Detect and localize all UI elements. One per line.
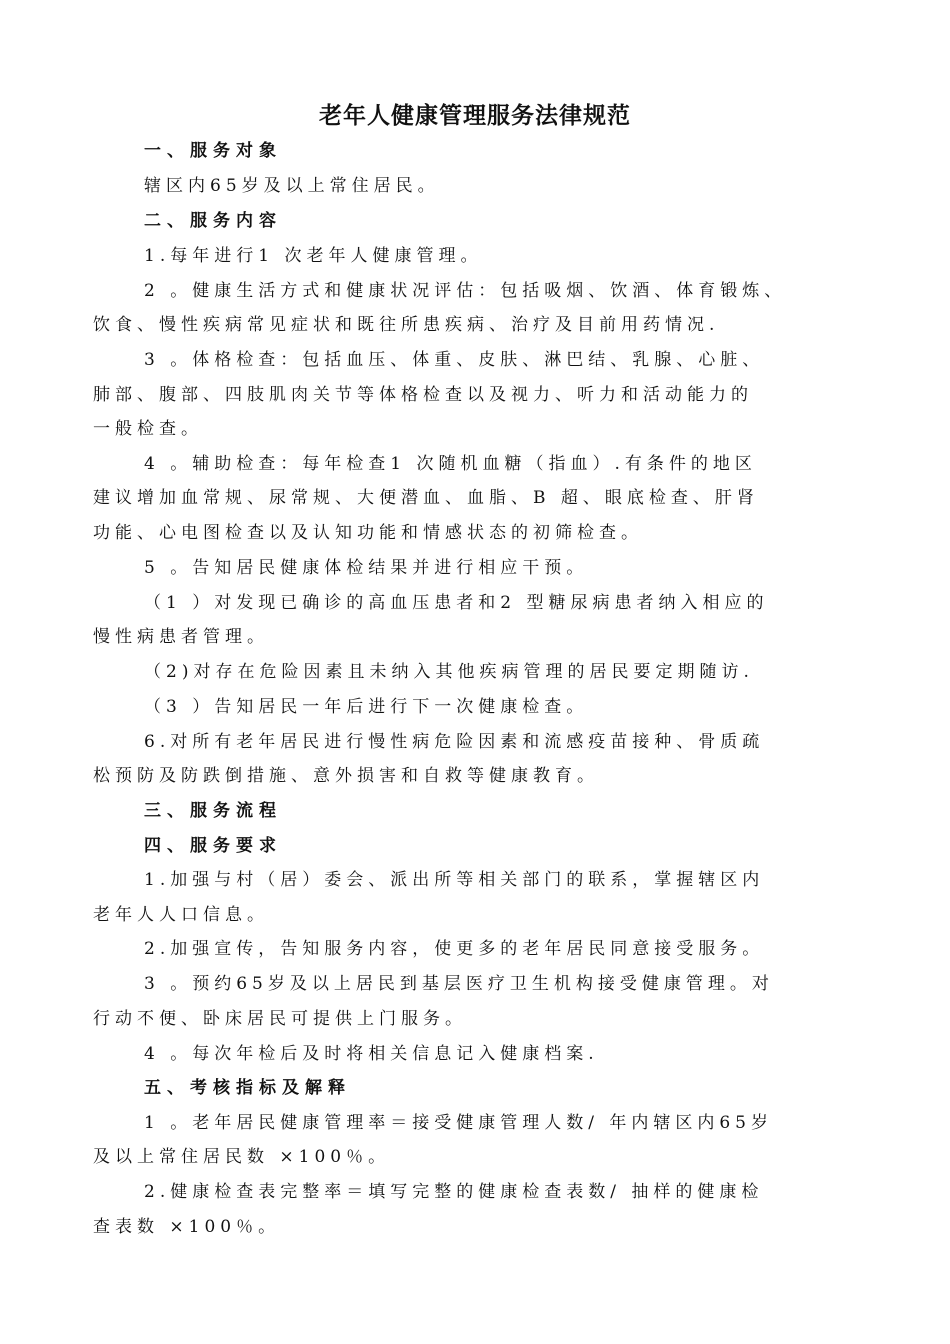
paragraph-line: 1.加强与村（居）委会、派出所等相关部门的联系，掌握辖区内 [144,870,765,890]
paragraph-line: 2 。健康生活方式和健康状况评估：包括吸烟、饮酒、体育锻炼、 [144,281,787,301]
section-heading-service-target: 一、服务对象 [144,141,282,161]
paragraph-line: 4 。每次年检后及时将相关信息记入健康档案. [144,1044,599,1064]
paragraph-line: 一般检查。 [93,419,203,439]
paragraph-line: 6.对所有老年居民进行慢性病危险因素和流感疫苗接种、骨质疏 [144,732,765,752]
paragraph-line: 辖区内65岁及以上常住居民。 [144,176,440,196]
section-heading-service-requirements: 四、服务要求 [144,836,282,856]
paragraph-line: 1 。老年居民健康管理率＝接受健康管理人数/ 年内辖区内65岁 [144,1113,773,1133]
paragraph-line: 2.健康检查表完整率＝填写完整的健康检查表数/ 抽样的健康检 [144,1182,764,1202]
paragraph-line: 肺部、腹部、四肢肌肉关节等体格检查以及视力、听力和活动能力的 [93,385,753,405]
paragraph-line: （3 ）告知居民一年后进行下一次健康检查。 [144,697,589,717]
paragraph-line: 3 。预约65岁及以上居民到基层医疗卫生机构接受健康管理。对 [144,974,774,994]
paragraph-line: 行动不便、卧床居民可提供上门服务。 [93,1009,467,1029]
document-title: 老年人健康管理服务法律规范 [319,103,631,129]
paragraph-line: 查表数 ×100％。 [93,1217,281,1237]
paragraph-line: 3 。体格检查：包括血压、体重、皮肤、淋巴结、乳腺、心脏、 [144,350,765,370]
paragraph-line: 4 。辅助检查：每年检查1 次随机血糖（指血）.有条件的地区 [144,454,757,474]
paragraph-line: 1.每年进行1 次老年人健康管理。 [144,246,483,266]
paragraph-line: 建议增加血常规、尿常规、大便潜血、血脂、B 超、眼底检查、肝肾 [93,488,759,508]
paragraph-line: 功能、心电图检查以及认知功能和情感状态的初筛检查。 [93,523,643,543]
paragraph-line: （2)对存在危险因素且未纳入其他疾病管理的居民要定期随访. [144,662,754,682]
paragraph-line: 松预防及防跌倒措施、意外损害和自救等健康教育。 [93,766,599,786]
section-heading-assessment-indicators: 五、考核指标及解释 [144,1078,351,1098]
paragraph-line: 慢性病患者管理。 [93,627,269,647]
paragraph-line: 饮食、慢性疾病常见症状和既往所患疾病、治疗及目前用药情况. [93,315,720,335]
paragraph-line: 及以上常住居民数 ×100％。 [93,1147,391,1167]
section-heading-service-content: 二、服务内容 [144,211,282,231]
paragraph-line: （1 ）对发现已确诊的高血压患者和2 型糖尿病患者纳入相应的 [144,593,769,613]
paragraph-line: 2.加强宣传，告知服务内容，使更多的老年居民同意接受服务。 [144,939,765,959]
section-heading-service-process: 三、服务流程 [144,801,282,821]
paragraph-line: 老年人人口信息。 [93,905,269,925]
paragraph-line: 5 。告知居民健康体检结果并进行相应干预。 [144,558,589,578]
